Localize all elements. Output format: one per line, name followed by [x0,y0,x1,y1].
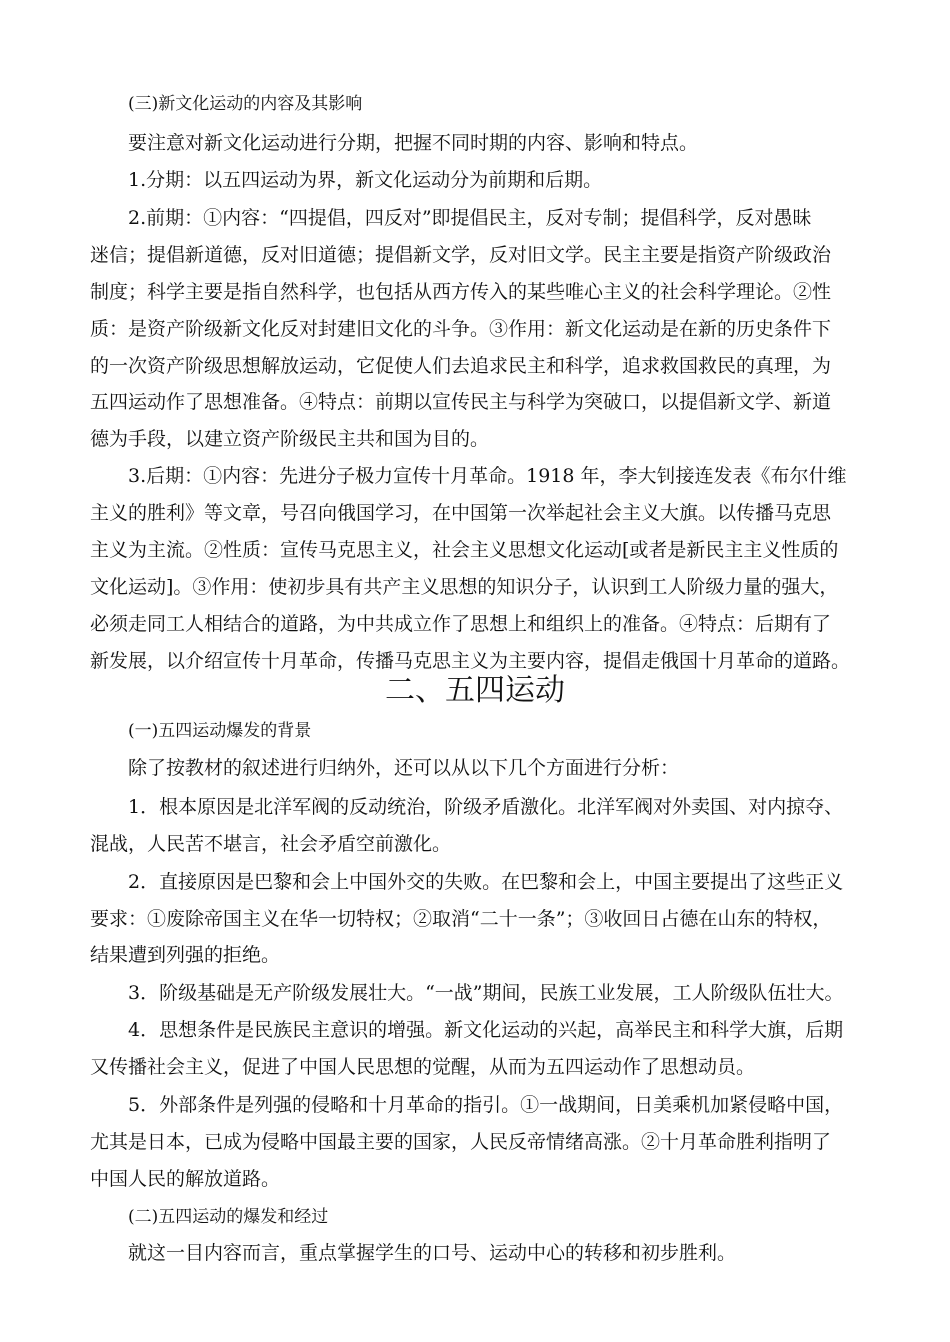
subsection-heading: (二)五四运动的爆发和经过 [128,1207,329,1227]
paragraph-line: 要求：①废除帝国主义在华一切特权；②取消“二十一条”；③收回日占德在山东的特权， [90,908,832,930]
paragraph-line: 混战，人民苦不堪言，社会矛盾空前激化。 [90,833,452,855]
subsection-heading: (三)新文化运动的内容及其影响 [128,94,363,114]
paragraph-line: 新发展，以介绍宣传十月革命，传播马克思主义为主要内容，提倡走俄国十月革命的道路。 [90,650,851,672]
paragraph-line: 1．根本原因是北洋军阀的反动统治，阶级矛盾激化。北洋军阀对外卖国、对内掠夺、 [128,796,844,818]
paragraph-line: 的一次资产阶级思想解放运动，它促使人们去追求民主和科学，追求救国救民的真理，为 [90,355,832,377]
paragraph-line: 2.前期：①内容：“四提倡，四反对”即提倡民主，反对专制；提倡科学，反对愚昧 [128,207,812,229]
paragraph-line: 就这一目内容而言，重点掌握学生的口号、运动中心的转移和初步胜利。 [128,1242,737,1264]
paragraph-line: 3.后期：①内容：先进分子极力宣传十月革命。1918 年，李大钊接连发表《布尔什维 [128,465,847,487]
paragraph-line: 主义的胜利》等文章，号召向俄国学习，在中国第一次举起社会主义大旗。以传播马克思 [90,502,832,524]
paragraph-line: 文化运动]。③作用：使初步具有共产主义思想的知识分子，认识到工人阶级力量的强大， [90,576,839,598]
paragraph-line: 德为手段，以建立资产阶级民主共和国为目的。 [90,428,490,450]
paragraph-line: 3．阶级基础是无产阶级发展壮大。“一战”期间，民族工业发展，工人阶级队伍壮大。 [128,982,844,1004]
paragraph-line: 尤其是日本，已成为侵略中国最主要的国家，人民反帝情绪高涨。②十月革命胜利指明了 [90,1131,832,1153]
paragraph-line: 要注意对新文化运动进行分期，把握不同时期的内容、影响和特点。 [128,132,699,154]
paragraph-line: 1.分期：以五四运动为界，新文化运动分为前期和后期。 [128,169,603,191]
paragraph-line: 制度；科学主要是指自然科学，也包括从西方传入的某些唯心主义的社会科学理论。②性 [90,281,832,303]
paragraph-line: 迷信；提倡新道德，反对旧道德；提倡新文学，反对旧文学。民主主要是指资产阶级政治 [90,244,832,266]
paragraph-line: 又传播社会主义，促进了中国人民思想的觉醒，从而为五四运动作了思想动员。 [90,1056,756,1078]
paragraph-line: 中国人民的解放道路。 [90,1168,281,1190]
paragraph-line: 2．直接原因是巴黎和会上中国外交的失败。在巴黎和会上，中国主要提出了这些正义 [128,871,844,893]
paragraph-line: 除了按教材的叙述进行归纳外，还可以从以下几个方面进行分析： [128,757,680,779]
paragraph-line: 必须走同工人相结合的道路，为中共成立作了思想上和组织上的准备。④特点：后期有了 [90,613,832,635]
paragraph-line: 质：是资产阶级新文化反对封建旧文化的斗争。③作用：新文化运动是在新的历史条件下 [90,318,832,340]
paragraph-line: 4．思想条件是民族民主意识的增强。新文化运动的兴起，高举民主和科学大旗，后期 [128,1019,844,1041]
subsection-heading: (一)五四运动爆发的背景 [128,721,312,741]
paragraph-line: 结果遭到列强的拒绝。 [90,944,281,966]
section-heading: 二、五四运动 [385,673,565,708]
paragraph-line: 主义为主流。②性质：宣传马克思主义，社会主义思想文化运动[或者是新民主主义性质的 [90,539,839,561]
paragraph-line: 五四运动作了思想准备。④特点：前期以宣传民主与科学为突破口，以提倡新文学、新道 [90,391,832,413]
paragraph-line: 5．外部条件是列强的侵略和十月革命的指引。①一战期间，日美乘机加紧侵略中国， [128,1094,844,1116]
